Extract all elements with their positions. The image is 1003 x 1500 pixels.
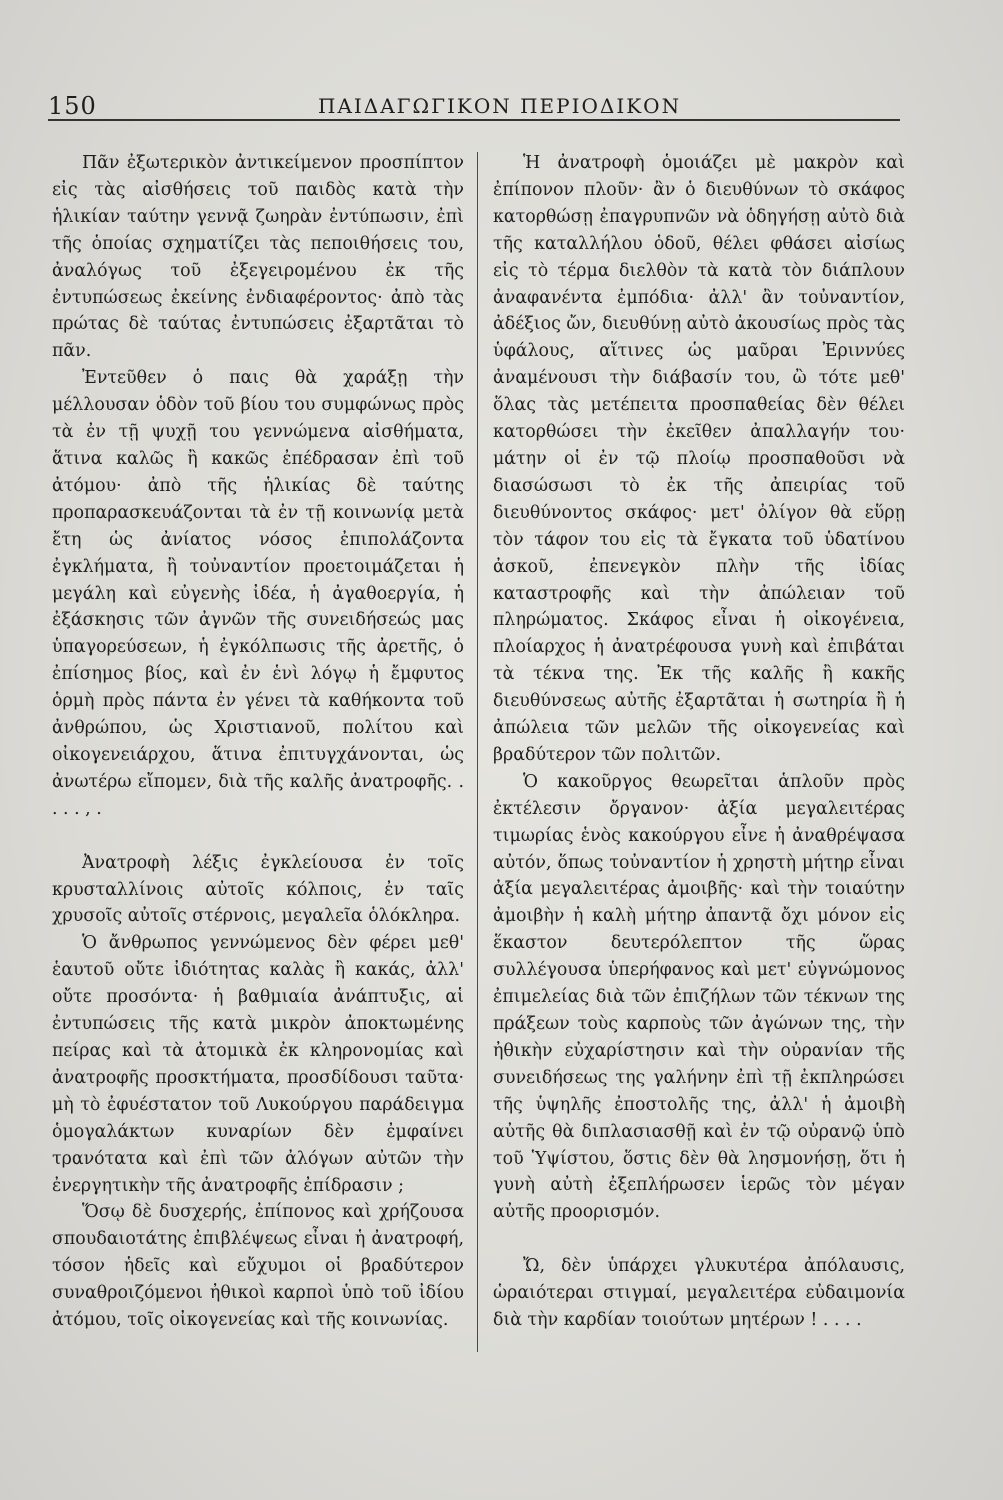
- paragraph: Ἡ ἀνατροφὴ ὁμοιάζει μὲ μακρὸν καὶ ἐπίπονον πλοῦν· ἂν ὁ διευθύνων τὸ σκάφος κατορθώσῃ ἐπαγρυπνῶν νὰ ὁδηγήσῃ αὐτὸ διὰ τῆς καταλλήλου ὁδοῦ, θέλει φθάσει αἰσίως εἰς τὸ τέρμα διελθὸν τὰ κατὰ τὸν διάπλουν ἀναφανέντα ἐμπόδια· ἀλλ' ἂν τοὐναντίον, ἀδέξιος ὤν, διευθύνῃ αὐτὸ ἀκουσίως πρὸς τὰς ὑφάλους, αἵτινες ὡς μαῦραι Ἐριννύες ἀναμένουσι τὴν διάβασίν του, ὢ τότε μεθ' ὅλας τὰς μετέπειτα προσπαθείας δὲν θέλει κατορθώσει τὴν ἐκεῖθεν ἀπαλλαγήν του· μάτην οἱ ἐν τῷ πλοίῳ προσπαθοῦσι νὰ διασώσωσι τὸ ἐκ τῆς ἀπειρίας τοῦ διευθύνοντος σκάφος· μετ' ὀλίγον θὰ εὕρῃ τὸν τάφον του εἰς τὰ ἔγκατα τοῦ ὑδατίνου ἀσκοῦ, ἐπενεγκὸν πλὴν τῆς ἰδίας καταστροφῆς καὶ τὴν ἀπώλειαν τοῦ πληρώματος. Σκάφος εἶναι ἡ οἰκογένεια, πλοίαρχος ἡ ἀνατρέφουσα γυνὴ καὶ ἐπιβάται τὰ τέκνα της. Ἐκ τῆς καλῆς ἢ κακῆς διευθύνσεως αὐτῆς ἐξαρτᾶται ἡ σωτηρία ἢ ἡ ἀπώλεια τῶν μελῶν τῆς οἰκογενείας καὶ βραδύτερον τῶν πολιτῶν.: [493, 153, 905, 765]
- paragraph: Ὤ, δὲν ὑπάρχει γλυκυτέρα ἀπόλαυσις, ὡραιότεραι στιγμαί, μεγαλειτέρα εὐδαιμονία διὰ τὴν καρδίαν τοιούτων μητέρων ! . . . .: [493, 1256, 905, 1331]
- paragraph: Ἀνατροφὴ λέξις ἐγκλείουσα ἐν τοῖς κρυσταλλίνοις αὐτοῖς κόλποις, ἐν ταῖς χρυσοῖς αὐτοῖς στέρνοις, μεγαλεῖα ὁλόκληρα.: [52, 852, 464, 927]
- header-rule: [48, 119, 900, 121]
- paragraph: Ἐντεῦθεν ὁ παις θὰ χαράξῃ τὴν μέλλουσαν ὁδὸν τοῦ βίου του συμφώνως πρὸς τὰ ἐν τῇ ψυχῇ του γεννώμενα αἰσθήματα, ἅτινα καλῶς ἢ κακῶς ἐπέδρασαν ἐπὶ τοῦ ἀτόμου· ἀπὸ τῆς ἡλικίας δὲ ταύτης προπαρασκευάζονται τὰ ἐν τῇ κοινωνίᾳ μετὰ ἔτη ὡς ἀνίατος νόσος ἐπιπολάζοντα ἐγκλήματα, ἢ τοὐναντίον προετοιμάζεται ἡ μεγάλη καὶ εὐγενὴς ἰδέα, ἡ ἀγαθοεργία, ἡ ἐξάσκησις τῶν ἀγνῶν τῆς συνειδήσεώς μας ὑπαγορεύσεων, ἡ ἐγκόλπωσις τῆς ἀρετῆς, ὁ ἐπίσημος βίος, καὶ ἐν ἑνὶ λόγῳ ἡ ἔμφυτος ὁρμὴ πρὸς πάντα ἐν γένει τὰ καθήκοντα τοῦ ἀνθρώπου, ὡς Χριστιανοῦ, πολίτου καὶ οἰκογενειάρχου, ἅτινα ἐπιτυγχάνονται, ὡς ἀνωτέρω εἴπομεν, διὰ τῆς καλῆς ἀνατροφῆς. . . . . , .: [52, 368, 464, 819]
- paragraph: Ὁ ἄνθρωπος γεννώμενος δὲν φέρει μεθ' ἑαυτοῦ οὔτε ἰδιότητας καλὰς ἢ κακάς, ἀλλ' οὔτε προσόντα· ἡ βαθμιαία ἀνάπτυξις, αἱ ἐντυπώσεις τῆς κατὰ μικρὸν ἀποκτωμένης πείρας καὶ τὰ ἀτομικὰ ἐκ κληρονομίας καὶ ἀνατροφῆς προσκτήματα, προσδίδουσι ταῦτα· μὴ τὸ ἐφυέστατον τοῦ Λυκούργου παράδειγμα ὁμογαλάκτων κυναρίων δὲν ἐμφαίνει τρανότατα καὶ ἐπὶ τῶν ἀλόγων αὐτῶν τὴν ἐνεργητικὴν τῆς ἀνατροφῆς ἐπίδρασιν ;: [52, 933, 464, 1196]
- column-divider: [477, 152, 478, 1352]
- right-column: [493, 150, 905, 1334]
- running-title: ΠΑΙΔΑΓΩΓΙΚΟΝ ΠΕΡΙΟΔΙΚΟΝ: [318, 94, 682, 118]
- left-column: [52, 150, 464, 1334]
- paragraph: Πᾶν ἐξωτερικὸν ἀντικείμενον προσπίπτον εἰς τὰς αἰσθήσεις τοῦ παιδὸς κατὰ τὴν ἡλικίαν ταύτην γεννᾷ ζωηρὰν ἐντύπωσιν, ἐπὶ τῆς ὁποίας σχηματίζει τὰς πεποιθήσεις του, ἀναλόγως τοῦ ἐξεγειρομένου ἐκ τῆς ἐντυπώσεως ἐκείνης ἐνδιαφέροντος· ἀπὸ τὰς πρώτας δὲ ταύτας ἐντυπώσεις ἐξαρτᾶται τὸ πᾶν.: [52, 153, 464, 362]
- paragraph: Ὁ κακοῦργος θεωρεῖται ἁπλοῦν πρὸς ἐκτέλεσιν ὄργανον· ἀξία μεγαλειτέρας τιμωρίας ἑνὸς κακούργου εἶνε ἡ ἀναθρέψασα αὐτόν, ὅπως τοὐναντίον ἡ χρηστὴ μήτηρ εἶναι ἀξία μεγαλειτέρας ἀμοιβῆς· καὶ τὴν τοιαύτην ἀμοιβὴν ἡ καλὴ μήτηρ ἀπαντᾷ ὄχι μόνον εἰς ἕκαστον δευτερόλεπτον τῆς ὥρας συλλέγουσα ὑπερήφανος καὶ μετ' εὐγνώμονος ἐπιμελείας διὰ τῶν ἐπιζήλων τῶν τέκνων της πράξεων τοὺς καρποὺς τῶν ἀγώνων της, τὴν ἠθικὴν εὐχαρίστησιν καὶ τὴν οὐρανίαν τῆς συνειδήσεως της γαλήνην ἐπὶ τῇ ἐκπληρώσει τῆς ὑψηλῆς ἐποστολῆς της, ἀλλ' ἡ ἀμοιβὴ αὐτῆς θὰ διπλασιασθῇ καὶ ἐν τῷ οὐρανῷ ὑπὸ τοῦ Ὑψίστου, ὅστις δὲν θὰ λησμονήσῃ, ὅτι ἡ γυνὴ αὐτὴ ἐξεπλήρωσεν ἱερῶς τὸν μέγαν αὐτῆς προορισμόν.: [493, 771, 905, 1223]
- page-header: [40, 92, 900, 122]
- page-number: 150: [48, 92, 97, 120]
- paragraph: Ὅσῳ δὲ δυσχερής, ἐπίπονος καὶ χρήζουσα σπουδαιοτάτης ἐπιβλέψεως εἶναι ἡ ἀνατροφή, τόσον ἡδεῖς καὶ εὔχυμοι οἱ βραδύτερον συναθροιζόμενοι ἠθικοὶ καρποὶ ὑπὸ τοῦ ἰδίου ἀτόμου, τοῖς οἰκογενείας καὶ τῆς κοινωνίας.: [52, 1202, 464, 1331]
